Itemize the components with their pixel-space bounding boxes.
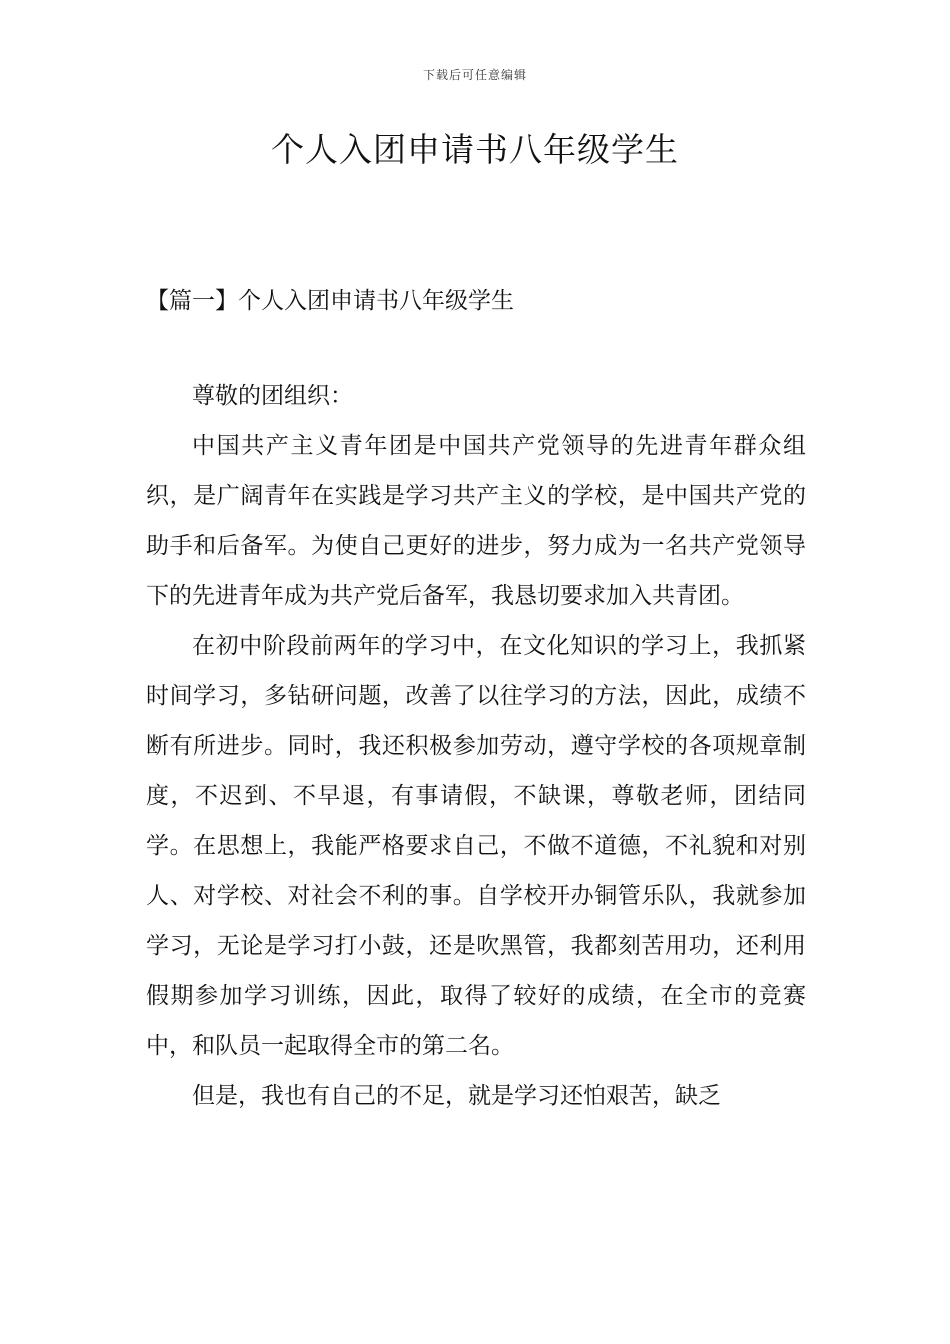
header-note: 下载后可任意编辑 (422, 68, 527, 82)
section-heading: 【篇一】个人入团申请书八年级学生 (146, 288, 514, 314)
paragraph: 中国共产主义青年团是中国共产党领导的先进青年群众组织，是广阔青年在实践是学习共产主义的学校，是中国共产党的助手和后备军。为使自己更好的进步，努力成为一名共产党领导下的先进青年成为共产党后备军，我恳切要求加入共青团。 (146, 433, 806, 609)
salutation: 尊敬的团组织： (192, 383, 353, 409)
document-title: 个人入团申请书八年级学生 (271, 130, 679, 169)
paragraph: 但是，我也有自己的不足，就是学习还怕艰苦，缺乏 (192, 1083, 721, 1109)
paragraph: 在初中阶段前两年的学习中，在文化知识的学习上，我抓紧时间学习，多钻研问题，改善了以往学习的方法，因此，成绩不断有所进步。同时，我还积极参加劳动，遵守学校的各项规章制度，不迟到、不早退，有事请假，不缺课，尊敬老师，团结同学。在思想上，我能严格要求自己，不做不道德，不礼貌和对别人、对学校、对社会不利的事。自学校开办铜管乐队，我就参加学习，无论是学习打小鼓，还是吹黑管，我都刻苦用功，还利用假期参加学习训练，因此，取得了较好的成绩，在全市的竞赛中，和队员一起取得全市的第二名。 (146, 633, 806, 1059)
body-text (146, 371, 806, 1121)
